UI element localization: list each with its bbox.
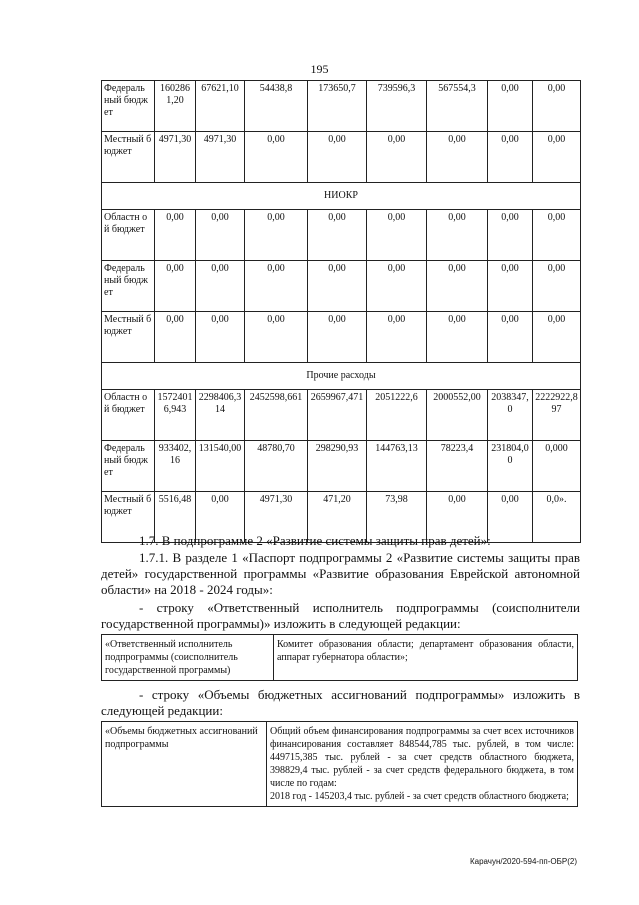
table-cell: 0,00	[488, 492, 533, 543]
table-cell: 2038347,0	[488, 390, 533, 441]
table-row	[102, 261, 581, 312]
table-cell: 298290,93	[308, 441, 367, 492]
table-cell: 0,00	[427, 132, 488, 183]
table-cell: 0,00	[427, 492, 488, 543]
section-title: НИОКР	[102, 183, 581, 210]
budget-type-label: Областн ой бюджет	[102, 390, 155, 441]
document-footer-code: Карачун/2020-594-пп-ОБР(2)	[469, 857, 577, 866]
table-cell: 0,00	[196, 210, 245, 261]
redaction-right-text: Общий объем финансирования подпрограммы за счет всех источников финансирования составляет 848544,785 тыс. рублей, в том числе: 449715,385 тыс. рублей - за счет средств областного бюджета, 398829,4 тыс. рублей - за счет средств федерального бюджета, в том числе по годам:	[270, 726, 574, 789]
redaction-table-2	[101, 721, 578, 807]
table-cell: 0,00	[367, 132, 427, 183]
table-cell: 567554,3	[427, 81, 488, 132]
table-cell: 78223,4	[427, 441, 488, 492]
table-cell: 2222922,897	[533, 390, 581, 441]
table-cell: 0,00	[533, 81, 581, 132]
table-row	[102, 132, 581, 183]
table-cell: 0,00	[427, 261, 488, 312]
table-cell: 2298406,314	[196, 390, 245, 441]
table-cell: 471,20	[308, 492, 367, 543]
table-cell: 0,00	[196, 312, 245, 363]
table-cell: 131540,00	[196, 441, 245, 492]
table-cell: 0,00	[488, 261, 533, 312]
section-title: Прочие расходы	[102, 363, 581, 390]
budget-type-label: Местный бюджет	[102, 132, 155, 183]
paragraph-budget-allocations: - строку «Объемы бюджетных ассигнований подпрограммы» изложить в следующей редакции:	[101, 687, 580, 718]
table-cell: 0,00	[245, 210, 308, 261]
redaction-right-cell	[267, 722, 578, 807]
table-cell: 5516,48	[155, 492, 196, 543]
budget-type-label: Местный бюджет	[102, 492, 155, 543]
table-cell: 0,00	[245, 132, 308, 183]
redaction-right-text-2018: 2018 год - 145203,4 тыс. рублей - за счет средств областного бюджета;	[270, 791, 569, 802]
table-cell: 0,00	[308, 132, 367, 183]
table-section-row	[102, 363, 581, 390]
table-cell: 2051222,6	[367, 390, 427, 441]
paragraph-1-7: 1.7. В подпрограмме 2 «Развитие системы защиты прав детей»:	[139, 533, 491, 548]
table-cell: 67621,10	[196, 81, 245, 132]
table-cell: 4971,30	[196, 132, 245, 183]
table-cell: 0,00	[196, 492, 245, 543]
table-cell: 0,00	[308, 261, 367, 312]
table-cell: 0,00	[308, 210, 367, 261]
paragraph-responsible-executor: - строку «Ответственный исполнитель подпрограммы (соисполнители государственной программы)» изложить в следующей редакции:	[101, 600, 580, 631]
table-cell: 0,00	[488, 81, 533, 132]
table-cell: 2000552,00	[427, 390, 488, 441]
table-row	[102, 312, 581, 363]
table-row	[102, 210, 581, 261]
table-cell: 0,000	[533, 441, 581, 492]
redaction-left-cell: «Ответственный исполнитель подпрограммы (соисполнитель государственной программы)	[102, 635, 274, 681]
table-cell: 0,00	[155, 210, 196, 261]
table-cell: 0,00	[367, 210, 427, 261]
table-cell: 144763,13	[367, 441, 427, 492]
table-cell: 0,00	[533, 132, 581, 183]
budget-type-label: Областн ой бюджет	[102, 210, 155, 261]
table-cell: 231804,00	[488, 441, 533, 492]
table-section-row	[102, 183, 581, 210]
table-cell: 0,00	[308, 312, 367, 363]
table-cell: 0,00	[533, 210, 581, 261]
budget-type-label: Федераль ный бюджет	[102, 81, 155, 132]
table-cell: 0,00	[533, 261, 581, 312]
table-cell: 0,00	[533, 312, 581, 363]
table-row	[102, 441, 581, 492]
table-cell: 1602861,20	[155, 81, 196, 132]
table-cell: 0,00	[367, 261, 427, 312]
table-cell: 0,00	[488, 132, 533, 183]
page-number: 195	[310, 62, 329, 76]
budget-type-label: Федераль ный бюджет	[102, 441, 155, 492]
table-row	[102, 390, 581, 441]
table-cell: 4971,30	[245, 492, 308, 543]
table-cell: 73,98	[367, 492, 427, 543]
redaction-table-1	[101, 634, 578, 681]
budget-type-label: Федераль ный бюджет	[102, 261, 155, 312]
table-cell: 48780,70	[245, 441, 308, 492]
redaction-left-cell: «Объемы бюджетных ассигнований подпрограммы	[102, 722, 267, 807]
table-cell: 173650,7	[308, 81, 367, 132]
table-cell: 4971,30	[155, 132, 196, 183]
table-cell: 0,00	[488, 210, 533, 261]
table-cell: 0,00	[155, 261, 196, 312]
table-cell: 739596,3	[367, 81, 427, 132]
budget-table	[101, 80, 581, 543]
table-cell: 0,00	[245, 261, 308, 312]
table-cell: 0,00	[427, 210, 488, 261]
table-cell: 54438,8	[245, 81, 308, 132]
table-cell: 0,00	[488, 312, 533, 363]
table-cell: 0,00	[245, 312, 308, 363]
table-cell: 0,00	[155, 312, 196, 363]
table-cell: 933402,16	[155, 441, 196, 492]
table-cell: 0,00	[427, 312, 488, 363]
paragraph-1-7-1: 1.7.1. В разделе 1 «Паспорт подпрограммы 2 «Развитие системы защиты прав детей» государственной программы «Развитие образования Еврейской автономной области» на 2018 - 2024 годы»:	[101, 550, 580, 597]
table-cell: 2452598,661	[245, 390, 308, 441]
table-cell: 0,00	[196, 261, 245, 312]
redaction-row	[102, 722, 578, 807]
table-cell: 0,00	[367, 312, 427, 363]
table-cell: 15724016,943	[155, 390, 196, 441]
budget-type-label: Местный бюджет	[102, 312, 155, 363]
table-row	[102, 81, 581, 132]
redaction-row	[102, 635, 578, 681]
table-cell: 0,0».	[533, 492, 581, 543]
redaction-right-cell: Комитет образования области; департамент образования области, аппарат губернатора области»;	[274, 635, 578, 681]
table-cell: 2659967,471	[308, 390, 367, 441]
